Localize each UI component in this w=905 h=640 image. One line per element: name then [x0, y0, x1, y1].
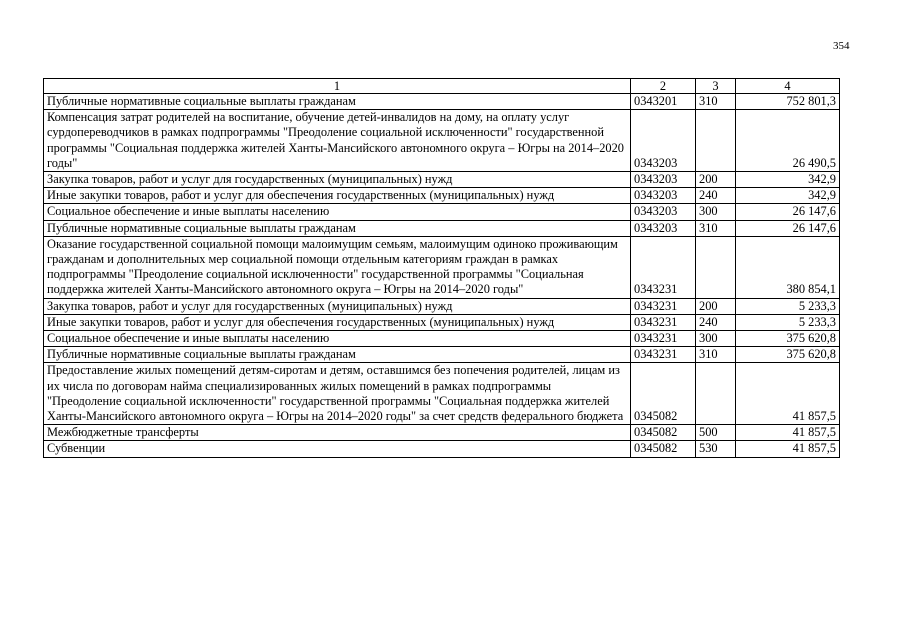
column-header: 1 [44, 79, 631, 94]
item-name-cell: Публичные нормативные социальные выплаты гражданам [44, 220, 631, 236]
table-row [44, 314, 840, 330]
target-code-cell: 0343201 [631, 94, 696, 110]
amount-cell: 26 490,5 [736, 110, 840, 172]
expense-type-cell: 310 [696, 220, 736, 236]
amount-cell: 41 857,5 [736, 441, 840, 457]
amount-cell: 375 620,8 [736, 331, 840, 347]
expense-type-cell: 200 [696, 172, 736, 188]
table-row [44, 425, 840, 441]
amount-cell: 26 147,6 [736, 204, 840, 220]
target-code-cell: 0343203 [631, 188, 696, 204]
column-header: 2 [631, 79, 696, 94]
target-code-cell: 0343203 [631, 204, 696, 220]
item-name-cell: Социальное обеспечение и иные выплаты населению [44, 331, 631, 347]
expense-type-cell: 300 [696, 204, 736, 220]
expense-type-cell: 310 [696, 94, 736, 110]
amount-cell: 5 233,3 [736, 314, 840, 330]
expense-type-cell: 310 [696, 347, 736, 363]
table-row [44, 441, 840, 457]
amount-cell: 41 857,5 [736, 425, 840, 441]
expense-type-cell [696, 363, 736, 425]
expense-type-cell: 530 [696, 441, 736, 457]
table-row [44, 188, 840, 204]
target-code-cell: 0343231 [631, 347, 696, 363]
item-name-cell: Предоставление жилых помещений детям-сиротам и детям, оставшимся без попечения родителей, лицам из их числа по договорам найма специализированных жилых помещений в рамках подпрограммы "Преодоление социальной исключенности" государственной программы "Социальная поддержка жителей Ханты-Мансийского автономного округа – Югры на 2014–2020 годы" за счет средств федерального бюджета [44, 363, 631, 425]
target-code-cell: 0343203 [631, 220, 696, 236]
table-row [44, 204, 840, 220]
expense-type-cell: 240 [696, 188, 736, 204]
table-row [44, 363, 840, 425]
target-code-cell: 0343231 [631, 236, 696, 298]
expense-type-cell: 300 [696, 331, 736, 347]
amount-cell: 380 854,1 [736, 236, 840, 298]
item-name-cell: Публичные нормативные социальные выплаты гражданам [44, 347, 631, 363]
table-row [44, 110, 840, 172]
column-header: 4 [736, 79, 840, 94]
table-row [44, 172, 840, 188]
expense-type-cell: 500 [696, 425, 736, 441]
expense-type-cell [696, 236, 736, 298]
page-number: 354 [833, 40, 850, 52]
expense-type-cell: 200 [696, 298, 736, 314]
expense-type-cell [696, 110, 736, 172]
expense-type-cell: 240 [696, 314, 736, 330]
item-name-cell: Субвенции [44, 441, 631, 457]
table-header-row [44, 79, 840, 94]
item-name-cell: Оказание государственной социальной помощи малоимущим семьям, малоимущим одиноко проживающим гражданам и дополнительных мер социальной помощи отдельным категориям граждан в рамках подпрограммы "Преодоление социальной исключенности" государственной программы "Социальная поддержка жителей Ханты-Мансийского автономного округа – Югры на 2014–2020 годы" [44, 236, 631, 298]
table-row [44, 236, 840, 298]
amount-cell: 342,9 [736, 172, 840, 188]
amount-cell: 752 801,3 [736, 94, 840, 110]
target-code-cell: 0343231 [631, 331, 696, 347]
target-code-cell: 0343231 [631, 314, 696, 330]
table-row [44, 94, 840, 110]
item-name-cell: Публичные нормативные социальные выплаты гражданам [44, 94, 631, 110]
target-code-cell: 0343203 [631, 172, 696, 188]
budget-table [43, 78, 840, 458]
amount-cell: 41 857,5 [736, 363, 840, 425]
item-name-cell: Закупка товаров, работ и услуг для государственных (муниципальных) нужд [44, 298, 631, 314]
table-row [44, 298, 840, 314]
amount-cell: 26 147,6 [736, 220, 840, 236]
item-name-cell: Межбюджетные трансферты [44, 425, 631, 441]
amount-cell: 5 233,3 [736, 298, 840, 314]
table-row [44, 220, 840, 236]
item-name-cell: Закупка товаров, работ и услуг для государственных (муниципальных) нужд [44, 172, 631, 188]
target-code-cell: 0345082 [631, 441, 696, 457]
item-name-cell: Иные закупки товаров, работ и услуг для обеспечения государственных (муниципальных) нужд [44, 188, 631, 204]
target-code-cell: 0343231 [631, 298, 696, 314]
table-row [44, 347, 840, 363]
target-code-cell: 0345082 [631, 425, 696, 441]
amount-cell: 342,9 [736, 188, 840, 204]
item-name-cell: Иные закупки товаров, работ и услуг для обеспечения государственных (муниципальных) нужд [44, 314, 631, 330]
target-code-cell: 0345082 [631, 363, 696, 425]
item-name-cell: Компенсация затрат родителей на воспитание, обучение детей-инвалидов на дому, на оплату услуг сурдопереводчиков в рамках подпрограммы "Преодоление социальной исключенности" государственной программы "Социальная поддержка жителей Ханты-Мансийского автономного округа – Югры на 2014–2020 годы" [44, 110, 631, 172]
amount-cell: 375 620,8 [736, 347, 840, 363]
item-name-cell: Социальное обеспечение и иные выплаты населению [44, 204, 631, 220]
table-row [44, 331, 840, 347]
target-code-cell: 0343203 [631, 110, 696, 172]
column-header: 3 [696, 79, 736, 94]
